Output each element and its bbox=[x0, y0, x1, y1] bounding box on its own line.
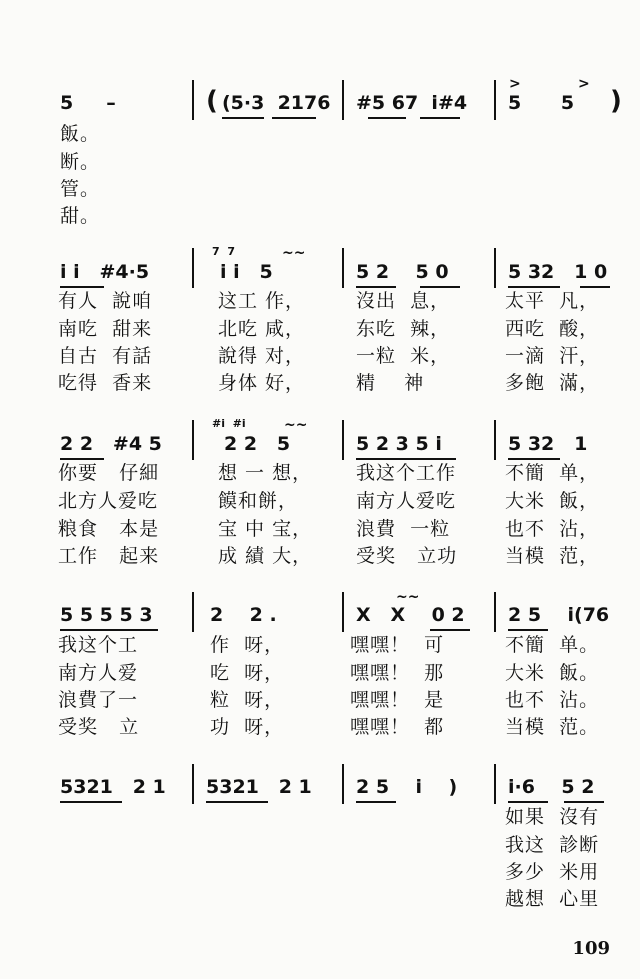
s4-l1-m2: 作 呀， bbox=[210, 634, 285, 656]
s5-lyric-4: 越想 心里 bbox=[505, 888, 600, 910]
s3-measure-4: 5 32 1 bbox=[508, 433, 588, 455]
beam bbox=[60, 286, 104, 288]
s1-lyric-2: 断。 bbox=[60, 151, 101, 173]
s3-l1-m2: 想 一 想， bbox=[218, 462, 313, 484]
barline bbox=[192, 420, 194, 460]
s3-l2-m4: 大米 飯， bbox=[505, 490, 600, 512]
s2-l4-m3: 精 神 bbox=[356, 372, 425, 394]
s4-l2-m1: 南方人爱 bbox=[58, 662, 139, 684]
beam bbox=[356, 286, 396, 288]
s2-l2-m2: 北吃 咸， bbox=[218, 318, 306, 340]
accent-mark: > bbox=[509, 76, 521, 92]
s3-l2-m3: 南方人爱吃 bbox=[356, 490, 457, 512]
page-number: 109 bbox=[572, 938, 610, 959]
s3-measure-2: 2 2 5 bbox=[224, 433, 291, 455]
s2-l4-m1: 吃得 香来 bbox=[58, 372, 153, 394]
s2-measure-4: 5 32 1 0 bbox=[508, 261, 608, 283]
barline bbox=[494, 80, 496, 120]
s3-l3-m4: 也不 沾， bbox=[505, 518, 600, 540]
s3-measure-1: 2 2 #4 5 bbox=[60, 433, 162, 455]
beam bbox=[564, 801, 604, 803]
s5-measure-3: 2 5 i ) bbox=[356, 776, 458, 798]
s2-l1-m3: 沒出 息， bbox=[356, 290, 451, 312]
beam bbox=[356, 801, 396, 803]
s3-l3-m1: 粮食 本是 bbox=[58, 518, 160, 540]
s4-l1-m1: 我这个工 bbox=[58, 634, 139, 656]
s1-measure-4: 5 5 bbox=[508, 92, 575, 114]
trill-mark: ~~ bbox=[396, 589, 420, 605]
s5-measure-2: 5321 2 1 bbox=[206, 776, 312, 798]
trill-mark: ~~ bbox=[284, 417, 308, 433]
s3-l3-m3: 浪費 一粒 bbox=[356, 518, 451, 540]
s2-l4-m4: 多飽 滿， bbox=[505, 372, 600, 394]
grace-notes: 7 7 bbox=[212, 245, 235, 258]
s3-l1-m3: 我这个工作 bbox=[356, 462, 457, 484]
beam bbox=[60, 629, 158, 631]
s5-measure-4: i·6 5 2 bbox=[508, 776, 595, 798]
beam bbox=[508, 629, 548, 631]
s3-l2-m1: 北方人爱吃 bbox=[58, 490, 159, 512]
s2-l2-m1: 南吃 甜来 bbox=[58, 318, 153, 340]
beam bbox=[60, 801, 122, 803]
s2-l1-m1: 有人 說咱 bbox=[58, 290, 153, 312]
s1-lyric-4: 甜。 bbox=[60, 205, 101, 227]
s3-l1-m4: 不簡 单， bbox=[505, 462, 600, 484]
trill-mark: ~~ bbox=[282, 245, 306, 261]
s1-measure-3: #5 67 i#4 bbox=[356, 92, 468, 114]
s2-measure-3: 5 2 5 0 bbox=[356, 261, 449, 283]
beam bbox=[420, 117, 460, 119]
s4-measure-4: 2 5 i(76 bbox=[508, 604, 610, 626]
barline bbox=[494, 420, 496, 460]
s2-l1-m2: 这工 作， bbox=[218, 290, 306, 312]
s4-l3-m3: 嘿嘿！ 是 bbox=[350, 689, 445, 711]
close-paren: ) bbox=[610, 86, 622, 116]
beam bbox=[206, 801, 268, 803]
s3-l4-m1: 工作 起来 bbox=[58, 545, 160, 567]
s5-measure-1: 5321 2 1 bbox=[60, 776, 166, 798]
barline bbox=[494, 592, 496, 632]
s4-l4-m3: 嘿嘿！ 都 bbox=[350, 716, 445, 738]
s4-l4-m2: 功 呀， bbox=[210, 716, 285, 738]
barline bbox=[342, 764, 344, 804]
s1-measure-2: (5·3 2176 bbox=[222, 92, 331, 114]
s3-l1-m1: 你要 仔細 bbox=[58, 462, 160, 484]
s5-lyric-1: 如果 沒有 bbox=[505, 806, 600, 828]
s1-measure-1: 5 – bbox=[60, 92, 116, 114]
s2-l3-m3: 一粒 米， bbox=[356, 345, 451, 367]
barline bbox=[342, 80, 344, 120]
s4-l3-m1: 浪費了一 bbox=[58, 689, 139, 711]
s4-measure-2: 2 2 . bbox=[210, 604, 277, 626]
s5-lyric-2: 我这 診断 bbox=[505, 834, 600, 856]
s3-l4-m3: 受奖 立功 bbox=[356, 545, 458, 567]
s4-l2-m4: 大米 飯。 bbox=[505, 662, 600, 684]
s2-l4-m2: 身体 好， bbox=[218, 372, 306, 394]
accent-mark: > bbox=[578, 76, 590, 92]
beam bbox=[508, 458, 560, 460]
barline bbox=[342, 248, 344, 288]
s1-lyric-3: 管。 bbox=[60, 178, 101, 200]
s2-measure-2: i i 5 bbox=[220, 261, 273, 283]
barline bbox=[342, 420, 344, 460]
beam bbox=[356, 458, 456, 460]
s1-lyric-1: 飯。 bbox=[60, 123, 101, 145]
s4-measure-3: X X 0 2 bbox=[356, 604, 465, 626]
beam bbox=[508, 286, 560, 288]
beam bbox=[60, 458, 104, 460]
s4-l2-m3: 嘿嘿！ 那 bbox=[350, 662, 445, 684]
beam bbox=[430, 629, 470, 631]
beam bbox=[420, 286, 460, 288]
s4-l3-m2: 粒 呀， bbox=[210, 689, 285, 711]
s4-l4-m4: 当模 范。 bbox=[505, 716, 600, 738]
barline bbox=[192, 592, 194, 632]
s4-l1-m4: 不簡 单。 bbox=[505, 634, 600, 656]
open-paren: ( bbox=[206, 86, 218, 116]
s3-l4-m2: 成 績 大， bbox=[218, 545, 313, 567]
s3-l3-m2: 宝 中 宝， bbox=[218, 518, 313, 540]
s4-l3-m4: 也不 沾。 bbox=[505, 689, 600, 711]
barline bbox=[494, 248, 496, 288]
s4-l1-m3: 嘿嘿！ 可 bbox=[350, 634, 445, 656]
s2-l1-m4: 太平 凡， bbox=[505, 290, 600, 312]
s2-l2-m3: 东吃 辣， bbox=[356, 318, 451, 340]
beam bbox=[508, 801, 548, 803]
s4-l2-m2: 吃 呀， bbox=[210, 662, 285, 684]
s5-lyric-3: 多少 米用 bbox=[505, 861, 600, 883]
s3-l4-m4: 当模 范， bbox=[505, 545, 600, 567]
barline bbox=[192, 80, 194, 120]
barline bbox=[192, 764, 194, 804]
barline bbox=[342, 592, 344, 632]
barline bbox=[192, 248, 194, 288]
grace-notes: #i #i bbox=[212, 417, 246, 430]
beam bbox=[272, 117, 316, 119]
beam bbox=[222, 117, 264, 119]
s4-l4-m1: 受奖 立 bbox=[58, 716, 140, 738]
s2-l3-m4: 一滴 汗， bbox=[505, 345, 600, 367]
beam bbox=[580, 286, 610, 288]
s2-l3-m2: 說得 对， bbox=[218, 345, 306, 367]
s4-measure-1: 5 5 5 5 3 bbox=[60, 604, 153, 626]
s2-measure-1: i i #4·5 bbox=[60, 261, 150, 283]
barline bbox=[494, 764, 496, 804]
s3-measure-3: 5 2 3 5 i bbox=[356, 433, 442, 455]
s2-l3-m1: 自古 有話 bbox=[58, 345, 153, 367]
s3-l2-m2: 饃和餅， bbox=[218, 490, 299, 512]
beam bbox=[368, 117, 406, 119]
s2-l2-m4: 西吃 酸， bbox=[505, 318, 600, 340]
